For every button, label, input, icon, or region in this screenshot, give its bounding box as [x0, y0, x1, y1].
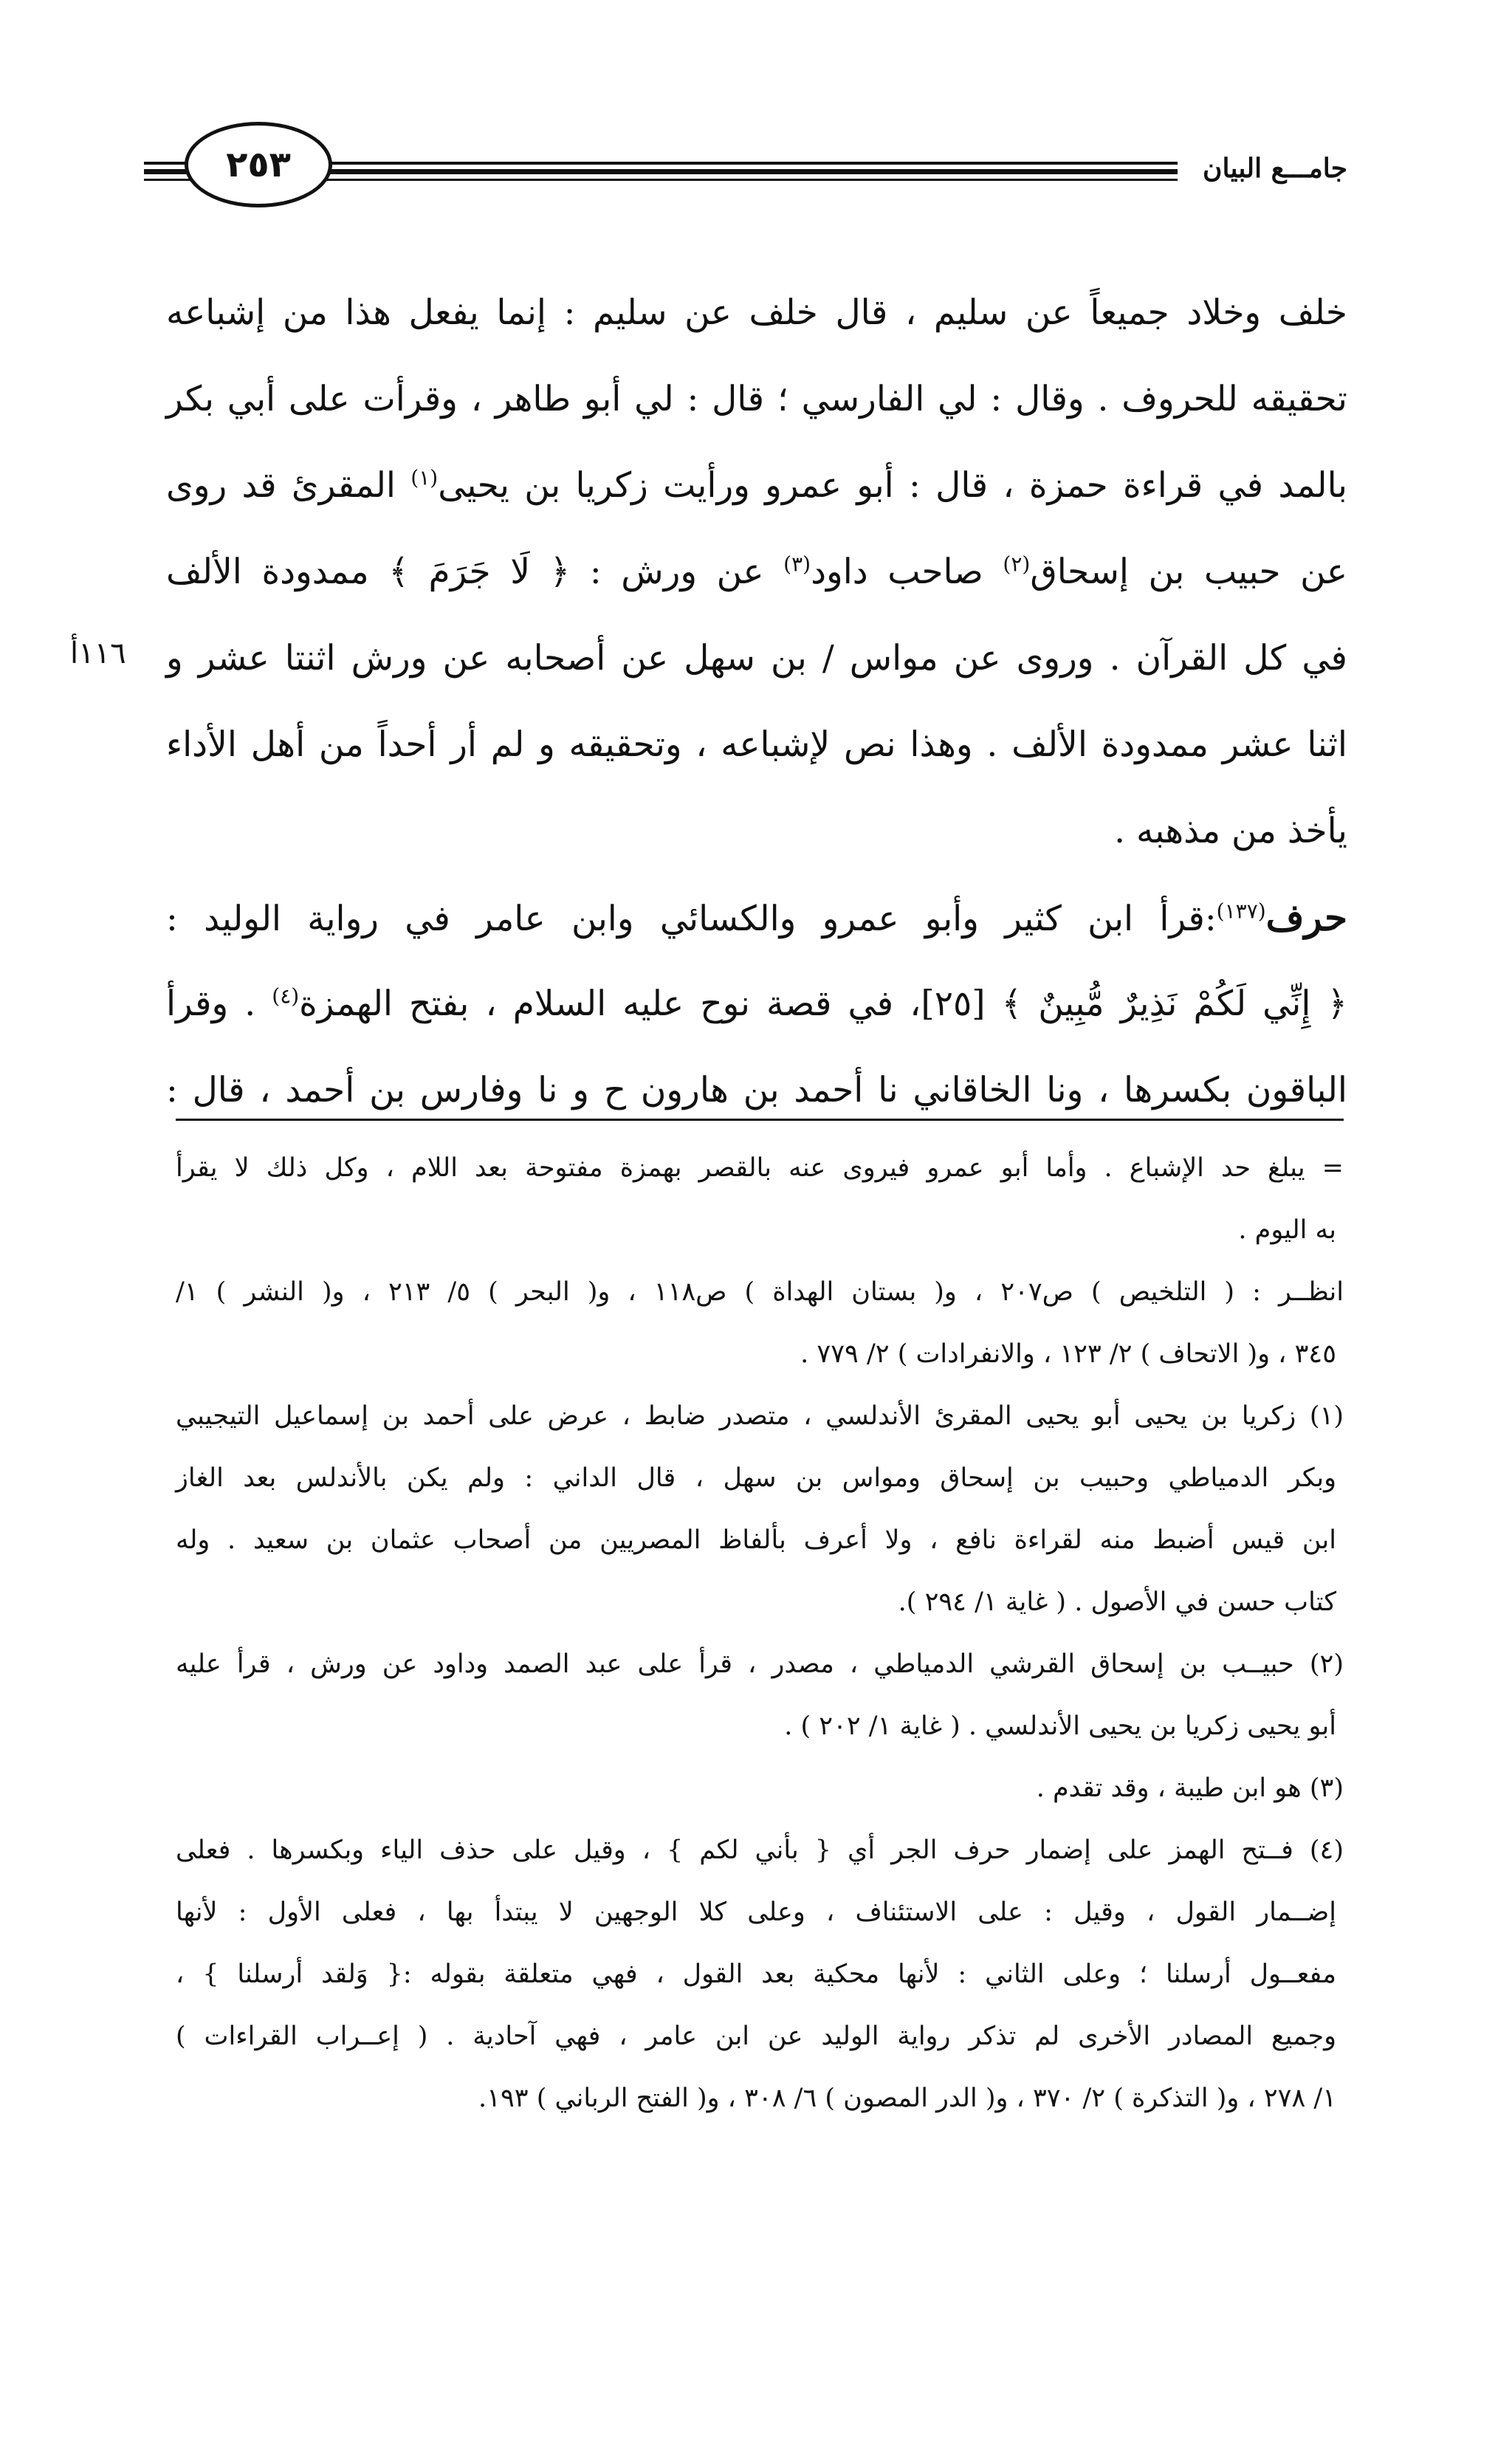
- footnote-line-8: كتاب حسن في الأصول . ( غاية ١/ ٢٩٤ ).: [898, 1587, 1336, 1617]
- body-line-4-text: عن حبيب بن إسحاق: [1030, 552, 1348, 592]
- body-line-7: يأخذ من مذهبه .: [1114, 811, 1347, 851]
- manuscript-folio-note: ١١٦أ: [70, 636, 126, 670]
- footnote-line-2: به اليوم .: [1238, 1215, 1336, 1245]
- body-line-4-tail: عن ورش : ﴿ لَا جَرَمَ ﴾ ممدودة الألف: [166, 552, 764, 592]
- page-number: ٢٥٣: [226, 144, 291, 185]
- page-header: [144, 122, 1347, 218]
- footnote-line-15: وجميع المصادر الأخرى لم تذكر رواية الوليد عن ابن عامر ، فهي آحادية . ( إعــراب القراءات ): [176, 2022, 1336, 2051]
- body-line-5: في كل القرآن . وروى عن مواس / بن سهل عن أصحابه عن ورش اثنتا عشر و: [166, 638, 1347, 679]
- body-line-6: اثنا عشر ممدودة الألف . وهذا نص لإشباعه ، وتحقيقه و لم أر أحداً من أهل الأداء: [166, 724, 1347, 765]
- footnote-line-11: (٣) هو ابن طيبة ، وقد تقدم .: [1036, 1774, 1344, 1803]
- body-line-8-text: :قرأ ابن كثير وأبو عمرو والكسائي وابن عامر في رواية الوليد :: [166, 899, 1217, 939]
- footnote-line-5: (١) زكريا بن يحيى أبو يحيى المقرئ الأندلسي ، متصدر ضابط ، عرض على أحمد بن إسماعيل التيجيبي: [176, 1401, 1344, 1431]
- footnote-line-16: ١/ ٢٧٨ ، و( التذكرة ) ٢/ ٣٧٠ ، و( الدر المصون ) ٦/ ٣٠٨ ، و( الفتح الرباني ) ١٩٣.: [478, 2084, 1336, 2113]
- footnote-line-14: مفعــول أرسلنا ؛ وعلى الثاني : لأنها محكية بعد القول ، فهي متعلقة بقوله :{ وَلقد أرسلنا } ،: [176, 1960, 1336, 1989]
- body-line-9-text: ﴿ إِنِّي لَكُمْ نَذِيرٌ مُّبِينٌ ﴾ [٢٥]، في قصة نوح عليه السلام ، بفتح الهمزة: [299, 983, 1347, 1024]
- footnote-line-9: (٢) حبيــب بن إسحاق القرشي الدمياطي ، مصدر ، قرأ على عبد الصمد وداود عن ورش ، قرأ عليه: [176, 1649, 1344, 1679]
- page-number-oval: [185, 122, 332, 207]
- footnote-line-6: وبكر الدمياطي وحبيب بن إسحاق ومواس بن سهل ، قال الداني : ولم يكن بالأندلس بعد الغاز: [176, 1463, 1336, 1493]
- running-title: جامـــع البيان: [1203, 153, 1347, 184]
- footnote-line-12: (٤) فــتح الهمز على إضمار حرف الجر أي { بأني لكم } ، وقيل على حذف الياء وبكسرها . فعلى: [176, 1836, 1344, 1865]
- main-text: [166, 269, 1347, 1133]
- footnote-line-7: ابن قيس أضبط منه لقراءة نافع ، ولا أعرف بألفاظ المصريين من أصحاب عثمان بن سعيد . وله: [176, 1525, 1337, 1555]
- footnote-ref-2: (٢): [1003, 552, 1031, 577]
- harf-number: (١٣٧): [1216, 899, 1266, 924]
- body-line-9: [166, 961, 1347, 1047]
- footnote-line-3: انظــر : ( التلخيص ) ص٢٠٧ ، و( بستان الهداة ) ص١١٨ ، و( البحر ) ٥/ ٢١٣ ، و( النشر ) ١/: [176, 1277, 1344, 1307]
- footnote-ref-1: (١): [410, 465, 439, 490]
- body-line-3-tail: المقرئ قد روى: [166, 465, 396, 506]
- footnote-line-4: ٣٤٥ ، و( الاتحاف ) ٢/ ١٢٣ ، والانفرادات ) ٢/ ٧٧٩ .: [800, 1339, 1336, 1369]
- body-line-2: تحقيقه للحروف . وقال : لي الفارسي ؛ قال : لي أبو طاهر ، وقرأت على أبي بكر: [166, 379, 1347, 419]
- footnote-line-10: أبو يحيى زكريا بن يحيى الأندلسي . ( غاية ١/ ٢٠٢ ) .: [784, 1711, 1336, 1741]
- body-line-3-text: بالمد في قراءة حمزة ، قال : أبو عمرو ورأيت زكريا بن يحيى: [438, 465, 1347, 506]
- footnote-ref-3: (٣): [783, 552, 811, 577]
- footnote-separator: [176, 1119, 1344, 1121]
- footnote-line-1: = يبلغ حد الإشباع . وأما أبو عمرو فيروى عنه بالقصر بهمزة مفتوحة بعد اللام ، وكل ذلك لا يقرأ: [176, 1153, 1344, 1183]
- body-line-10: الباقون بكسرها ، ونا الخاقاني نا أحمد بن هارون ح و نا وفارس بن أحمد ، قال :: [166, 1070, 1347, 1110]
- body-line-8: [166, 874, 1347, 961]
- body-line-4: [166, 529, 1347, 615]
- footnotes: [176, 1137, 1344, 2129]
- footnote-ref-4: (٤): [272, 983, 300, 1009]
- body-line-4-mid: صاحب داود: [811, 552, 983, 592]
- footnote-line-13: إضــمار القول ، وقيل : على الاستئناف ، وعلى كلا الوجهين لا يبتدأ بها ، فعلى الأول : لأنها: [176, 1898, 1336, 1927]
- body-line-1: خلف وخلاد جميعاً عن سليم ، قال خلف عن سليم : إنما يفعل هذا من إشباعه: [166, 292, 1347, 333]
- body-line-9-tail: . وقرأ: [166, 983, 256, 1024]
- body-line-3: [166, 442, 1347, 529]
- harf-label: حرف: [1265, 896, 1347, 939]
